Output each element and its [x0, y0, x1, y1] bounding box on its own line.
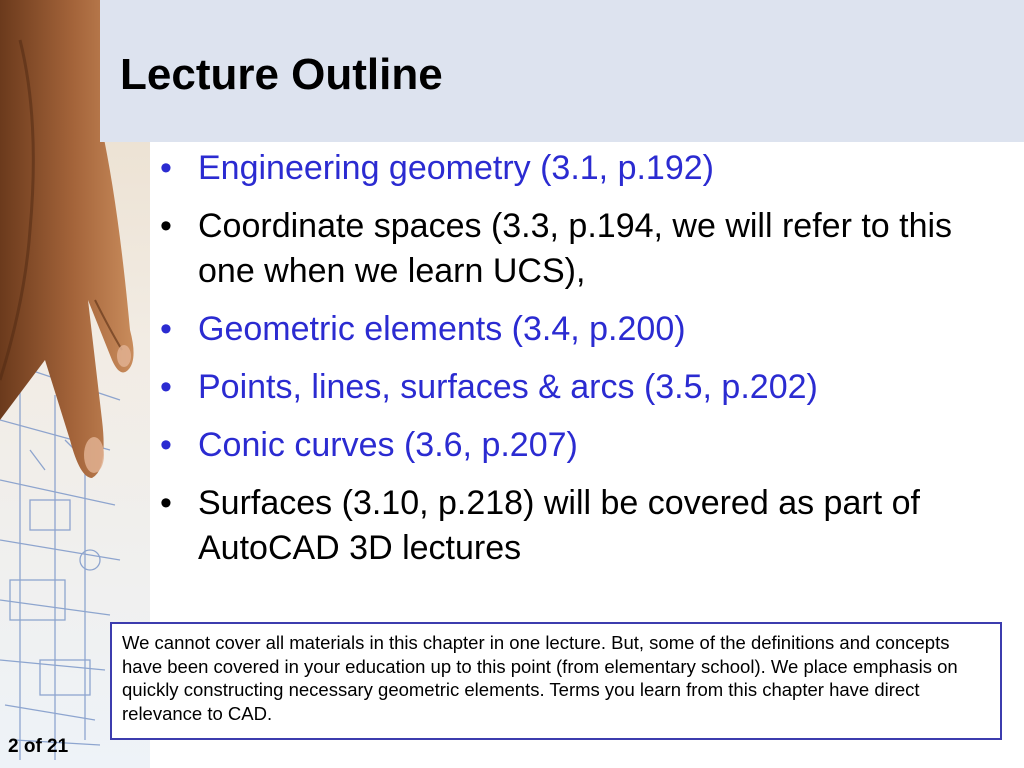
- bullet-text: Surfaces (3.10, p.218) will be covered as part of AutoCAD 3D lectures: [198, 484, 920, 567]
- bullet-item: [160, 365, 1010, 410]
- bullet-dot-icon: •: [160, 368, 172, 406]
- bullet-dot-icon: •: [160, 310, 172, 348]
- bullet-text: Points, lines, surfaces & arcs (3.5, p.202): [198, 368, 818, 406]
- page-number: 2 of 21: [8, 736, 69, 757]
- bullet-text: Engineering geometry (3.1, p.192): [198, 149, 714, 187]
- bullet-item: [160, 146, 1010, 191]
- bullet-item: [160, 481, 1010, 571]
- bullet-item: [160, 307, 1010, 352]
- bullet-dot-icon: •: [160, 149, 172, 187]
- bullet-dot-icon: •: [160, 207, 172, 245]
- bullet-text: Geometric elements (3.4, p.200): [198, 310, 686, 348]
- bullet-dot-icon: •: [160, 426, 172, 464]
- note-box: We cannot cover all materials in this chapter in one lecture. But, some of the definitions and concepts have been covered in your education up to this point (from elementary school). We place emphasis on quickly constructing necessary geometric elements. Terms you learn from this chapter have direct relevance to CAD.: [110, 622, 1002, 740]
- bullet-text: Coordinate spaces (3.3, p.194, we will refer to this one when we learn UCS),: [198, 207, 953, 290]
- slide-title: Lecture Outline: [120, 50, 443, 99]
- bullet-list: [160, 146, 1010, 584]
- bullet-item: [160, 423, 1010, 468]
- bullet-dot-icon: •: [160, 484, 172, 522]
- bullet-text: Conic curves (3.6, p.207): [198, 426, 578, 464]
- bullet-item: [160, 204, 1010, 294]
